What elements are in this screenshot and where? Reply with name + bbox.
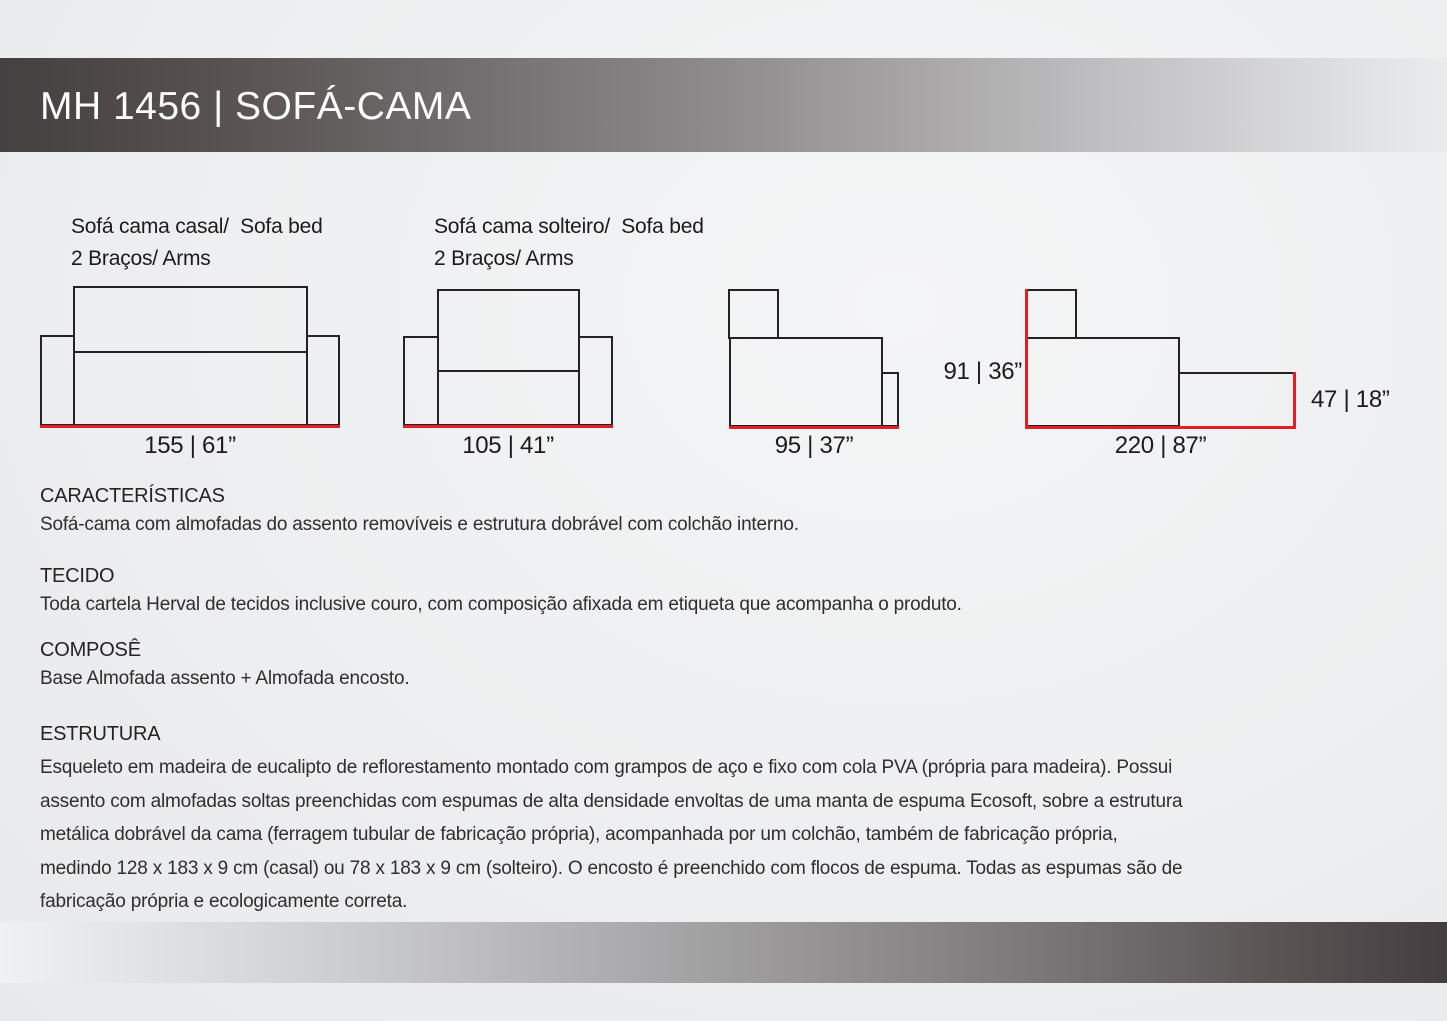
tecido-body: Toda cartela Herval de tecidos inclusive couro, com composição afixada em etiqueta que acompanha o produto. xyxy=(40,594,962,615)
tecido-heading: TECIDO xyxy=(40,565,115,587)
footer-bar xyxy=(0,922,1447,983)
side-open-seat-height-dimension-line xyxy=(1293,372,1296,429)
side-open-height-dimension-line xyxy=(1025,289,1028,429)
estrutura-line: assento com almofadas soltas preenchidas com espumas de alta densidade envoltas de uma manta de espuma Ecosoft, sobre a estrutura xyxy=(40,790,1183,812)
casal-backrest-rect xyxy=(73,286,308,426)
side-closed-headrest-rect xyxy=(728,289,779,339)
casal-right-arm-rect xyxy=(306,335,340,426)
side-closed-body-rect xyxy=(729,337,883,427)
estrutura-line: medindo 128 x 183 x 9 cm (casal) ou 78 x 183 x 9 cm (solteiro). O encosto é preenchido com flocos de espuma. Todas as espumas são de xyxy=(40,857,1183,879)
solteiro-seat-line xyxy=(439,370,578,372)
side-open-width-label: 220 | 87” xyxy=(1114,432,1207,459)
side-closed-width-label: 95 | 37” xyxy=(774,432,854,459)
casal-width-dimension-line xyxy=(40,425,340,428)
spec-text-content xyxy=(40,484,1235,919)
casal-seat-line xyxy=(75,351,306,353)
side-open-headrest-rect xyxy=(1027,289,1077,339)
side-closed-width-dimension-line xyxy=(729,426,899,429)
casal-left-arm-rect xyxy=(40,335,75,426)
side-closed-foot-rect xyxy=(881,372,899,427)
casal-width-label: 155 | 61” xyxy=(144,432,236,459)
diagram-casal-title-line2: 2 Braços/ Arms xyxy=(71,247,211,270)
solteiro-right-arm-rect xyxy=(578,336,613,426)
diagram-solteiro-title-line2: 2 Braços/ Arms xyxy=(434,247,574,270)
side-open-bed-extension-rect xyxy=(1178,372,1296,427)
caracteristicas-body: Sofá-cama com almofadas do assento removíveis e estrutura dobrável com colchão interno. xyxy=(40,514,799,535)
estrutura-heading: ESTRUTURA xyxy=(40,723,161,745)
side-open-seat-height-label: 47 | 18” xyxy=(1311,386,1390,413)
diagram-casal-title-line1: Sofá cama casal/ Sofa bed xyxy=(71,215,323,238)
compose-heading: COMPOSÊ xyxy=(40,639,141,661)
solteiro-width-label: 105 | 41” xyxy=(462,432,554,459)
page-title: MH 1456 | SOFÁ-CAMA xyxy=(40,85,472,128)
solteiro-backrest-rect xyxy=(437,289,580,426)
caracteristicas-heading: CARACTERÍSTICAS xyxy=(40,485,225,507)
solteiro-left-arm-rect xyxy=(403,336,439,426)
estrutura-line: Esqueleto em madeira de eucalipto de reflorestamento montado com grampos de aço e fixo com cola PVA (própria para madeira). Possui xyxy=(40,757,1173,778)
header-bar xyxy=(0,58,1447,152)
side-open-back-height-label: 91 | 36” xyxy=(943,358,1022,385)
side-open-width-dimension-line xyxy=(1025,426,1296,429)
estrutura-line: metálica dobrável da cama (ferragem tubular de fabricação própria), acompanhada por um colchão, também de fabricação própria, xyxy=(40,824,1118,845)
estrutura-body xyxy=(40,751,1235,919)
diagram-solteiro-title-line1: Sofá cama solteiro/ Sofa bed xyxy=(434,215,704,238)
solteiro-width-dimension-line xyxy=(403,425,613,428)
side-open-body-rect xyxy=(1027,337,1180,427)
compose-body: Base Almofada assento + Almofada encosto. xyxy=(40,668,410,689)
estrutura-line: fabricação própria e ecologicamente correta. xyxy=(40,891,408,912)
